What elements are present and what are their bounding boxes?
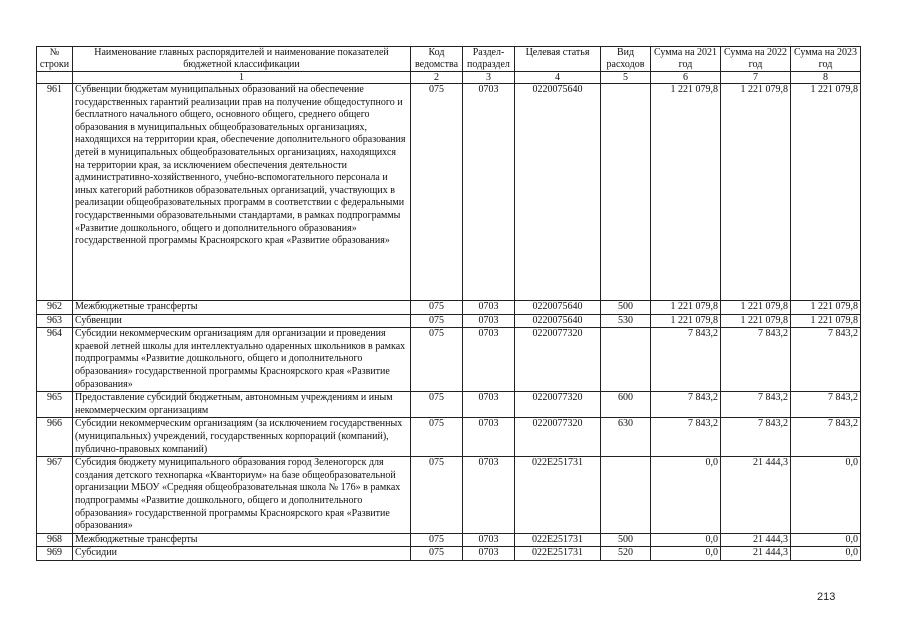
row-section: 0703: [463, 84, 515, 301]
row-no: 961: [37, 84, 73, 301]
row-sum-2022: 21 444,3: [721, 533, 791, 547]
row-dept: 075: [411, 457, 463, 534]
table-row: [37, 533, 861, 547]
row-name: Межбюджетные трансферты: [73, 301, 411, 315]
row-target: 0220075640: [515, 301, 601, 315]
row-section: 0703: [463, 547, 515, 561]
table-row: [37, 547, 861, 561]
row-no: 963: [37, 314, 73, 328]
table-row: [37, 418, 861, 457]
header-sum-2021: Сумма на 2021 год: [651, 47, 721, 72]
row-section: 0703: [463, 418, 515, 457]
row-dept: 075: [411, 328, 463, 392]
row-name: Субсидия бюджету муниципального образования город Зеленогорск для создания детского технопарка «Кванториум» на базе общеобразовательной организации МБОУ «Средняя общеобразовательная школа № 176» в рамках подпрограммы «Развитие дошкольного, общего и дополнительного образования» государственной программы Красноярского края «Развитие образования»: [73, 457, 411, 534]
row-dept: 075: [411, 547, 463, 561]
row-name: Предоставление субсидий бюджетным, автономным учреждениям и иным некоммерческим организациям: [73, 392, 411, 418]
row-sum-2021: 1 221 079,8: [651, 84, 721, 301]
row-target: 0220075640: [515, 314, 601, 328]
col-number: 3: [463, 72, 515, 84]
col-number: 5: [601, 72, 651, 84]
row-type: [601, 457, 651, 534]
row-dept: 075: [411, 533, 463, 547]
table-row: [37, 84, 861, 301]
header-row-no: № строки: [37, 47, 73, 72]
col-number: 7: [721, 72, 791, 84]
row-section: 0703: [463, 314, 515, 328]
row-sum-2021: 1 221 079,8: [651, 314, 721, 328]
row-dept: 075: [411, 84, 463, 301]
table-row: [37, 328, 861, 392]
header-target: Целевая статья: [515, 47, 601, 72]
row-no: 968: [37, 533, 73, 547]
row-type: [601, 328, 651, 392]
table-row: [37, 457, 861, 534]
row-name: Субсидии некоммерческим организациям (за исключением государственных (муниципальных) учреждений, государственных корпораций (компаний), публично-правовых компаний): [73, 418, 411, 457]
header-dept-code: Код ведомства: [411, 47, 463, 72]
page-number: 213: [817, 591, 836, 603]
row-sum-2022: 21 444,3: [721, 547, 791, 561]
row-sum-2023: 7 843,2: [791, 392, 861, 418]
row-no: 966: [37, 418, 73, 457]
header-sum-2023: Сумма на 2023 год: [791, 47, 861, 72]
row-sum-2021: 7 843,2: [651, 328, 721, 392]
row-dept: 075: [411, 392, 463, 418]
table-row: [37, 301, 861, 315]
row-type: 500: [601, 533, 651, 547]
row-sum-2022: 21 444,3: [721, 457, 791, 534]
row-sum-2022: 1 221 079,8: [721, 84, 791, 301]
row-section: 0703: [463, 328, 515, 392]
col-number: 4: [515, 72, 601, 84]
row-section: 0703: [463, 392, 515, 418]
col-number: 6: [651, 72, 721, 84]
row-sum-2023: 0,0: [791, 533, 861, 547]
row-section: 0703: [463, 457, 515, 534]
row-sum-2022: 7 843,2: [721, 328, 791, 392]
row-type: 600: [601, 392, 651, 418]
row-sum-2023: 1 221 079,8: [791, 314, 861, 328]
row-name: Субвенции бюджетам муниципальных образований на обеспечение государственных гарантий реализации прав на получение общедоступного и бесплатного начального общего, основного общего, среднего общего образования в муниципальных общеобразовательных организациях, находящихся на территории края, обеспечение дополнительного образования детей в муниципальных общеобразовательных организациях, находящихся на территории края, за исключением обеспечения деятельности административно-хозяйственного, учебно-вспомогательного персонала и иных категорий работников образовательных организаций, участвующих в реализации общеобразовательных программ в соответствии с федеральными государственными образовательными стандартами, в рамках подпрограммы «Развитие дошкольного, общего и дополнительного образования» государственной программы Красноярского края «Развитие образования»: [73, 84, 411, 301]
row-target: 0220075640: [515, 84, 601, 301]
col-number: [37, 72, 73, 84]
row-dept: 075: [411, 314, 463, 328]
header-expense-type: Вид расходов: [601, 47, 651, 72]
row-sum-2022: 1 221 079,8: [721, 314, 791, 328]
header-name: Наименование главных распорядителей и наименование показателей бюджетной классификации: [73, 47, 411, 72]
row-sum-2021: 7 843,2: [651, 392, 721, 418]
row-name: Субсидии некоммерческим организациям для организации и проведения краевой летней школы для интеллектуально одаренных школьников в рамках подпрограммы «Развитие дошкольного, общего и дополнительного образования» государственной программы Красноярского края «Развитие образования»: [73, 328, 411, 392]
row-name: Субсидии: [73, 547, 411, 561]
row-target: 0220077320: [515, 418, 601, 457]
header-sum-2022: Сумма на 2022 год: [721, 47, 791, 72]
row-type: [601, 84, 651, 301]
row-no: 965: [37, 392, 73, 418]
row-sum-2022: 7 843,2: [721, 418, 791, 457]
table-row: [37, 314, 861, 328]
row-target: 022E251731: [515, 533, 601, 547]
table-row: [37, 392, 861, 418]
row-type: 630: [601, 418, 651, 457]
row-sum-2023: 0,0: [791, 457, 861, 534]
row-target: 022E251731: [515, 547, 601, 561]
row-sum-2023: 1 221 079,8: [791, 301, 861, 315]
row-dept: 075: [411, 301, 463, 315]
row-sum-2022: 1 221 079,8: [721, 301, 791, 315]
row-sum-2021: 1 221 079,8: [651, 301, 721, 315]
header-row: [37, 47, 861, 72]
row-target: 022E251731: [515, 457, 601, 534]
col-number: 1: [73, 72, 411, 84]
row-type: 520: [601, 547, 651, 561]
row-sum-2023: 1 221 079,8: [791, 84, 861, 301]
row-type: 500: [601, 301, 651, 315]
row-sum-2021: 7 843,2: [651, 418, 721, 457]
header-section: Раздел-подраздел: [463, 47, 515, 72]
col-number: 8: [791, 72, 861, 84]
row-type: 530: [601, 314, 651, 328]
row-sum-2023: 7 843,2: [791, 328, 861, 392]
row-no: 967: [37, 457, 73, 534]
col-number: 2: [411, 72, 463, 84]
row-target: 0220077320: [515, 328, 601, 392]
row-name: Субвенции: [73, 314, 411, 328]
row-target: 0220077320: [515, 392, 601, 418]
row-name: Межбюджетные трансферты: [73, 533, 411, 547]
row-section: 0703: [463, 301, 515, 315]
row-no: 969: [37, 547, 73, 561]
row-sum-2022: 7 843,2: [721, 392, 791, 418]
row-sum-2023: 0,0: [791, 547, 861, 561]
column-number-row: [37, 72, 861, 84]
row-sum-2021: 0,0: [651, 547, 721, 561]
row-no: 962: [37, 301, 73, 315]
row-section: 0703: [463, 533, 515, 547]
row-sum-2021: 0,0: [651, 533, 721, 547]
row-no: 964: [37, 328, 73, 392]
budget-table: [36, 46, 861, 561]
row-sum-2021: 0,0: [651, 457, 721, 534]
row-dept: 075: [411, 418, 463, 457]
row-sum-2023: 7 843,2: [791, 418, 861, 457]
